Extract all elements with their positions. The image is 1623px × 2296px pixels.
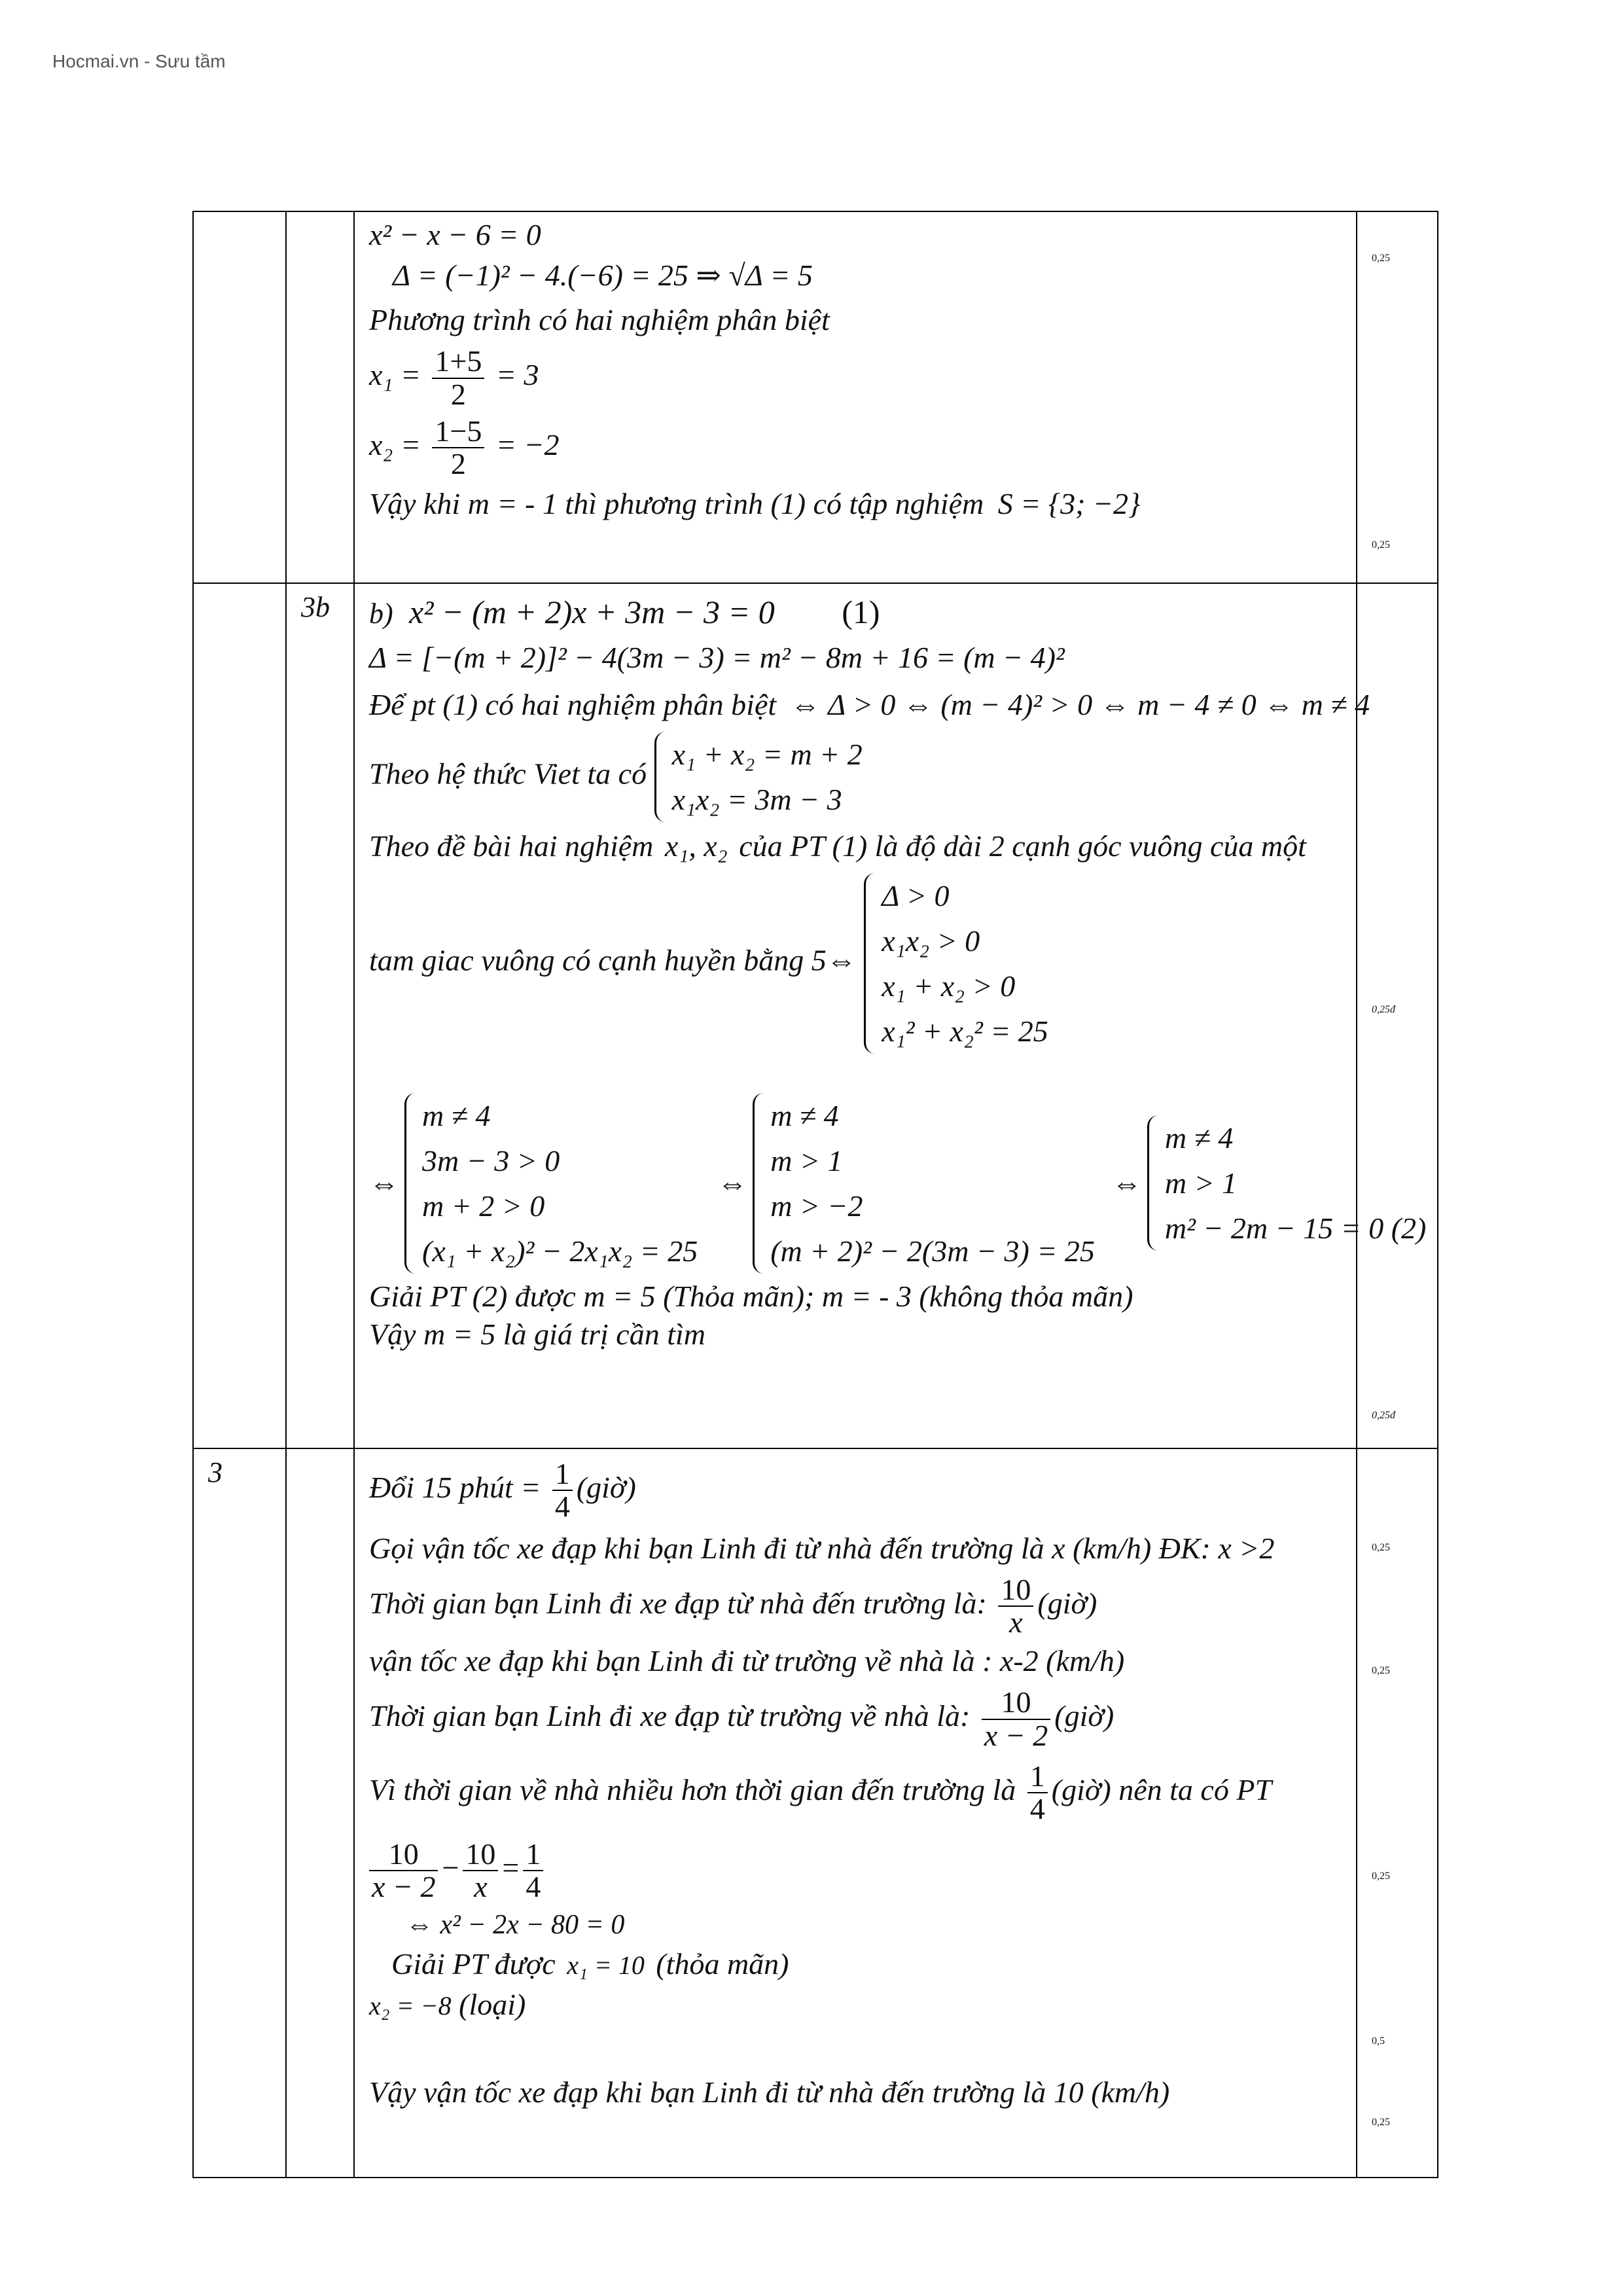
conversion-line: Đổi 15 phút = $\frac{1}{4}$ (giờ) xyxy=(369,1457,636,1524)
triangle-line: tam giac vuông có cạnh huyền bằng 5⇔ Δ > 0 x₁x₂ > 0 x₁ + x₂ > 0 x₁² + x₂² = 25 xyxy=(369,873,1356,1054)
part-cell xyxy=(286,583,354,1448)
system: m ≠ 4 m > 1 m² − 2m − 15 = 0 (2) xyxy=(1147,1115,1427,1251)
score: 0,25 xyxy=(1372,1871,1390,1882)
time-home-line: Thời gian bạn Linh đi xe đạp từ trường về nhà là: $\frac{10}{x - 2}$ (giờ) xyxy=(369,1685,1115,1752)
fraction: $\frac{10}{x}$ xyxy=(998,1574,1033,1639)
question-cell xyxy=(193,583,286,1448)
conclusion-line: Phương trình có hai nghiệm phân biệt xyxy=(369,303,830,337)
final-line: Vậy khi m = - 1 thì phương trình (1) có tập nghiệm S = {3; −2} xyxy=(369,487,1141,521)
reason-line: Vì thời gian về nhà nhiều hơn thời gian đến trường là $\frac{1}{4}$ (giờ) nên ta có PT xyxy=(369,1759,1272,1826)
table-row xyxy=(193,583,1438,1448)
fraction: $\frac{10}{x - 2}$ xyxy=(369,1839,438,1903)
question-cell xyxy=(193,211,286,583)
equation-line: x² − x − 6 = 0 xyxy=(369,218,541,251)
score: 0,25 xyxy=(1372,539,1390,550)
viet-line: Theo hệ thức Viet ta có x₁ + x₂ = m + 2 x₁x₂ = 3m − 3 xyxy=(369,732,1356,822)
fraction: $\frac{10}{x}$ xyxy=(463,1839,498,1903)
fraction: $\frac{1}{4}$ xyxy=(523,1839,543,1903)
source-watermark: Hocmai.vn - Sưu tầm xyxy=(52,51,226,71)
solution-cell xyxy=(354,1448,1357,2178)
score: 0,25 xyxy=(1372,1665,1390,1676)
solution-cell xyxy=(354,211,1357,583)
systems-line: ⇔ m ≠ 4 3m − 3 > 0 m + 2 > 0 (x₁ + x₂)² − 2x₁x₂ = 25 ⇔ m ≠ 4 m > 1 m > −2 (m + 2)² − 2(3m − 3) = 25 ⇔ m ≠ 4 m > 1 m² − 2m − 15 = 0 (2) xyxy=(369,1093,1356,1274)
condition-line: Để pt (1) có hai nghiệm phân biệt ⇔ Δ > 0 ⇔ (m − 4)² > 0 ⇔ m − 4 ≠ 0 ⇔ m ≠ 4 xyxy=(369,687,1370,721)
score: 0,25 xyxy=(1372,253,1390,264)
variable-line: Gọi vận tốc xe đạp khi bạn Linh đi từ nhà đến trường là x (km/h) ĐK: x >2 xyxy=(369,1531,1275,1565)
speed-back-line: vận tốc xe đạp khi bạn Linh đi từ trường về nhà là : x-2 (km/h) xyxy=(369,1644,1125,1678)
system: m ≠ 4 3m − 3 > 0 m + 2 > 0 (x₁ + x₂)² − 2x₁x₂ = 25 xyxy=(404,1093,698,1274)
time-to-school-line: Thời gian bạn Linh đi xe đạp từ nhà đến trường là: $\frac{10}{x}$ (giờ) xyxy=(369,1572,1097,1639)
system: x₁ + x₂ = m + 2 x₁x₂ = 3m − 3 xyxy=(654,732,863,822)
final-line: Vậy m = 5 là giá trị cần tìm xyxy=(369,1317,705,1351)
final-line: Vậy vận tốc xe đạp khi bạn Linh đi từ nhà đến trường là 10 (km/h) xyxy=(369,2075,1170,2109)
root2-line: x₂ = $\frac{1-5}{2}$ = −2 xyxy=(369,414,560,481)
part-cell xyxy=(286,1448,354,2178)
score-cell xyxy=(1357,1448,1438,2178)
system: m ≠ 4 m > 1 m > −2 (m + 2)² − 2(3m − 3) = 25 xyxy=(753,1093,1095,1274)
system: Δ > 0 x₁x₂ > 0 x₁ + x₂ > 0 x₁² + x₂² = 25 xyxy=(864,873,1048,1054)
question-label: 3 xyxy=(208,1456,223,1488)
table-row xyxy=(193,1448,1438,2178)
equation-line: b) x² − (m + 2)x + 3m − 3 = 0 (1) xyxy=(369,594,880,630)
fraction: $\frac{1-5}{2}$ xyxy=(432,416,484,480)
part-cell xyxy=(286,211,354,583)
equation-line: $\frac{10}{x - 2}$ − $\frac{10}{x}$ = $\frac{1}{4}$ xyxy=(369,1839,1356,1903)
fraction: $\frac{1+5}{2}$ xyxy=(432,346,484,410)
part-label: 3b xyxy=(301,591,330,623)
rejected-line: x₂ = −8 (loại) xyxy=(369,1987,526,2021)
root1-line: x₁ = $\frac{1+5}{2}$ = 3 xyxy=(369,344,539,411)
table-row xyxy=(193,211,1438,583)
answer-table xyxy=(192,211,1438,2178)
score: 0,25 xyxy=(1372,1542,1390,1553)
fraction: $\frac{1}{4}$ xyxy=(1027,1761,1048,1825)
solution-line: Giải PT được x₁ = 10 (thỏa mãn) xyxy=(391,1946,789,1981)
score: 0,25đ xyxy=(1372,1004,1395,1015)
score: 0,5 xyxy=(1372,2036,1385,2047)
solve-line: Giải PT (2) được m = 5 (Thỏa mãn); m = - 3 (không thỏa mãn) xyxy=(369,1279,1133,1313)
quadratic-line: ⇔ x² − 2x − 80 = 0 xyxy=(406,1910,625,1941)
question-cell xyxy=(193,1448,286,2178)
score-cell xyxy=(1357,583,1438,1448)
score-cell xyxy=(1357,211,1438,583)
fraction: $\frac{10}{x - 2}$ xyxy=(982,1687,1050,1751)
delta-line: Δ = (−1)² − 4.(−6) = 25 ⇒ √Δ = 5 xyxy=(393,259,813,293)
score: 0,25đ xyxy=(1372,1410,1395,1421)
score: 0,25 xyxy=(1372,2117,1390,2128)
fraction: $\frac{1}{4}$ xyxy=(552,1458,573,1523)
problem-line: Theo đề bài hai nghiệm x₁, x₂ của PT (1) là độ dài 2 cạnh góc vuông của một xyxy=(369,829,1306,863)
delta-line: Δ = [−(m + 2)]² − 4(3m − 3) = m² − 8m + 16 = (m − 4)² xyxy=(369,640,1065,674)
